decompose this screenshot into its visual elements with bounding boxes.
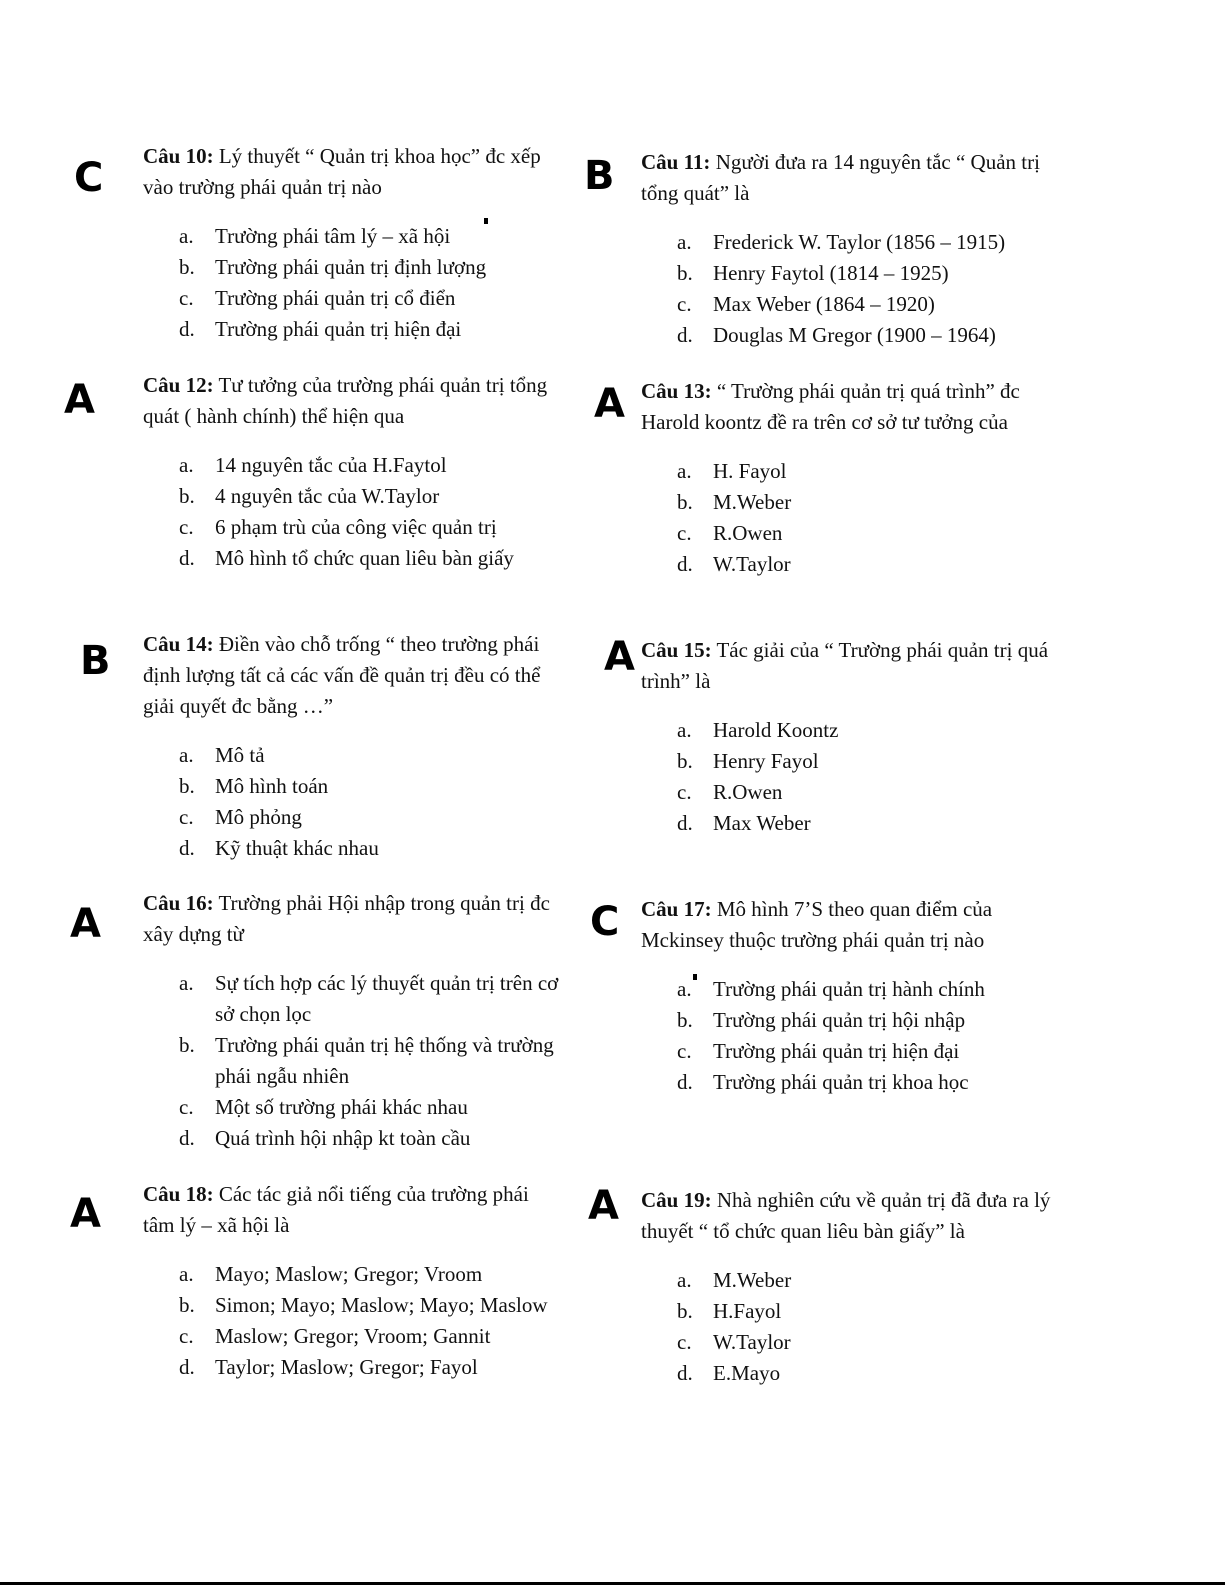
option-text: Harold Koontz [713,718,839,742]
option-item [677,456,1061,487]
option-text: Trường phái quản trị cổ điển [215,286,456,310]
question-number: Câu 16: [143,891,214,915]
question-19 [641,1185,1061,1389]
option-letter: c. [677,1039,692,1063]
answer-mark-16: A [70,901,101,947]
option-letter: a. [677,977,692,1001]
pen-dot [484,218,488,224]
option-text: Một số trường phái khác nhau [215,1095,468,1119]
question-stem [143,370,563,432]
option-list [677,227,1061,351]
option-list [677,456,1061,580]
option-item [677,715,1061,746]
option-list [179,1259,563,1383]
option-letter: b. [677,1299,693,1323]
option-item [179,1259,563,1290]
option-item [179,1321,563,1352]
question-number: Câu 19: [641,1188,712,1212]
question-stem [641,1185,1061,1247]
question-stem [143,1179,563,1241]
option-item [179,512,563,543]
option-letter: d. [677,1070,693,1094]
option-text: M.Weber [713,1268,792,1292]
option-item [677,1296,1061,1327]
option-letter: c. [677,521,692,545]
option-text: Henry Fayol [713,749,819,773]
option-letter: a. [677,1268,692,1292]
option-item [179,481,563,512]
option-letter: b. [677,1008,693,1032]
question-text: Các tác giả nổi tiếng của trường phái tâm lý – xã hội là [143,1182,529,1237]
option-item [677,487,1061,518]
option-text: Mô phỏng [215,805,302,829]
option-letter: b. [179,774,195,798]
option-list [677,715,1061,839]
answer-mark-18: A [70,1191,101,1237]
option-list [179,221,563,345]
option-text: Trường phái quản trị định lượng [215,255,487,279]
question-stem [641,894,1061,956]
option-item [179,543,563,574]
option-item [179,252,563,283]
question-14 [143,629,563,864]
option-letter: b. [179,1293,195,1317]
option-text: Taylor; Maslow; Gregor; Fayol [215,1355,478,1379]
option-item [179,740,563,771]
option-item [677,808,1061,839]
question-text: Mô hình 7’S theo quan điểm của Mckinsey thuộc trường phái quản trị nào [641,897,993,952]
question-number: Câu 11: [641,150,711,174]
option-text: Trường phái quản trị hành chính [713,977,985,1001]
option-item [179,283,563,314]
option-item [179,221,563,252]
option-text: Trường phái quản trị khoa học [713,1070,969,1094]
option-letter: b. [179,484,195,508]
option-text: Douglas M Gregor (1900 – 1964) [713,323,996,347]
option-letter: a. [677,718,692,742]
answer-mark-11: B [584,153,615,199]
answer-mark-15: A [604,634,635,680]
question-stem [641,147,1061,209]
option-item [677,777,1061,808]
option-text: Kỹ thuật khác nhau [215,836,379,860]
question-text: Người đưa ra 14 nguyên tắc “ Quản trị tổng quát” là [641,150,1040,205]
question-number: Câu 12: [143,373,214,397]
option-letter: a. [677,459,692,483]
option-list [677,974,1061,1098]
question-stem [641,376,1061,438]
option-letter: c. [677,292,692,316]
option-text: 4 nguyên tắc của W.Taylor [215,484,440,508]
option-item [677,320,1061,351]
option-text: Henry Faytol (1814 – 1925) [713,261,949,285]
option-letter: c. [677,780,692,804]
option-letter: a. [179,453,194,477]
option-letter: d. [179,546,195,570]
option-letter: c. [179,515,194,539]
option-text: R.Owen [713,521,783,545]
question-10 [143,141,563,345]
question-number: Câu 17: [641,897,712,921]
option-item [179,1290,563,1321]
question-stem [143,141,563,203]
option-letter: d. [677,552,693,576]
option-letter: b. [677,261,693,285]
option-letter: a. [677,230,692,254]
option-text: Mô hình toán [215,774,329,798]
option-item [677,1358,1061,1389]
option-letter: d. [677,811,693,835]
option-text: Maslow; Gregor; Vroom; Gannit [215,1324,491,1348]
option-text: Max Weber [713,811,811,835]
option-letter: c. [179,1324,194,1348]
question-13 [641,376,1061,580]
option-item [677,227,1061,258]
option-text: H. Fayol [713,459,787,483]
option-item [179,1352,563,1383]
question-stem [143,629,563,722]
option-list [179,968,563,1154]
option-text: E.Mayo [713,1361,781,1385]
answer-mark-17: C [590,899,620,945]
option-text: 14 nguyên tắc của H.Faytol [215,453,447,477]
option-text: 6 phạm trù của công việc quản trị [215,515,497,539]
option-text: H.Fayol [713,1299,782,1323]
option-item [179,1030,563,1092]
option-list [179,450,563,574]
option-text: W.Taylor [713,552,791,576]
option-item [677,1005,1061,1036]
option-letter: c. [677,1330,692,1354]
question-number: Câu 18: [143,1182,214,1206]
question-text: Tư tưởng của trường phái quản trị tổng quát ( hành chính) thể hiện qua [143,373,548,428]
option-letter: d. [179,317,195,341]
pen-dot [693,974,697,980]
option-letter: d. [179,1126,195,1150]
option-item [179,968,563,1030]
option-text: Frederick W. Taylor (1856 – 1915) [713,230,1006,254]
option-letter: d. [179,1355,195,1379]
option-text: R.Owen [713,780,783,804]
answer-mark-12: A [64,377,95,423]
question-text: Trường phải Hội nhập trong quản trị đc xây dựng từ [143,891,550,946]
question-number: Câu 15: [641,638,712,662]
question-stem [641,635,1061,697]
option-letter: d. [179,836,195,860]
option-letter: c. [179,286,194,310]
option-letter: c. [179,805,194,829]
question-11 [641,147,1061,351]
option-item [677,1067,1061,1098]
option-text: Trường phái quản trị hệ thống và trường phái ngẫu nhiên [215,1033,554,1088]
option-text: Trường phái quản trị hội nhập [713,1008,966,1032]
option-item [677,258,1061,289]
answer-mark-14: B [80,638,111,684]
option-letter: a. [179,971,194,995]
option-text: Mô hình tổ chức quan liêu bàn giấy [215,546,514,570]
option-letter: b. [179,1033,195,1057]
option-text: Trường phái quản trị hiện đại [713,1039,960,1063]
answer-mark-13: A [594,381,625,427]
question-text: Nhà nghiên cứu về quản trị đã đưa ra lý thuyết “ tổ chức quan liêu bàn giấy” là [641,1188,1051,1243]
option-item [179,1092,563,1123]
option-item [677,1265,1061,1296]
option-letter: a. [179,743,194,767]
question-12 [143,370,563,574]
answer-mark-19: A [588,1183,619,1229]
option-list [677,1265,1061,1389]
option-letter: d. [677,1361,693,1385]
option-letter: c. [179,1095,194,1119]
question-text: “ Trường phái quản trị quá trình” đc Harold koontz đề ra trên cơ sở tư tưởng của [641,379,1020,434]
option-item [179,450,563,481]
question-15 [641,635,1061,839]
option-text: Mayo; Maslow; Gregor; Vroom [215,1262,483,1286]
option-letter: d. [677,323,693,347]
option-item [677,1036,1061,1067]
question-text: Lý thuyết “ Quản trị khoa học” đc xếp vào trường phái quản trị nào [143,144,541,199]
option-text: M.Weber [713,490,792,514]
question-number: Câu 14: [143,632,214,656]
question-16 [143,888,563,1154]
option-letter: b. [179,255,195,279]
question-number: Câu 13: [641,379,712,403]
option-text: Trường phái quản trị hiện đại [215,317,462,341]
option-item [179,771,563,802]
option-text: Trường phái tâm lý – xã hội [215,224,451,248]
option-item [677,746,1061,777]
option-letter: b. [677,490,693,514]
option-list [179,740,563,864]
option-text: Quá trình hội nhập kt toàn cầu [215,1126,471,1150]
option-text: Simon; Mayo; Maslow; Mayo; Maslow [215,1293,548,1317]
question-17 [641,894,1061,1098]
option-item [677,289,1061,320]
option-text: Mô tả [215,743,265,767]
question-18 [143,1179,563,1383]
option-item [179,1123,563,1154]
option-item [677,518,1061,549]
option-item [179,802,563,833]
option-text: W.Taylor [713,1330,791,1354]
option-item [677,974,1061,1005]
question-number: Câu 10: [143,144,214,168]
option-item [677,1327,1061,1358]
question-text: Tác giải của “ Trường phái quản trị quá trình” là [641,638,1049,693]
question-stem [143,888,563,950]
option-letter: b. [677,749,693,773]
option-text: Sự tích hợp các lý thuyết quản trị trên cơ sở chọn lọc [215,971,559,1026]
option-item [179,314,563,345]
answer-mark-10: C [74,155,104,201]
option-text: Max Weber (1864 – 1920) [713,292,935,316]
question-text: Điền vào chỗ trống “ theo trường phái định lượng tất cả các vấn đề quản trị đều có thể giải quyết đc bằng …” [143,632,541,718]
option-letter: a. [179,1262,194,1286]
option-item [677,549,1061,580]
option-letter: a. [179,224,194,248]
option-item [179,833,563,864]
